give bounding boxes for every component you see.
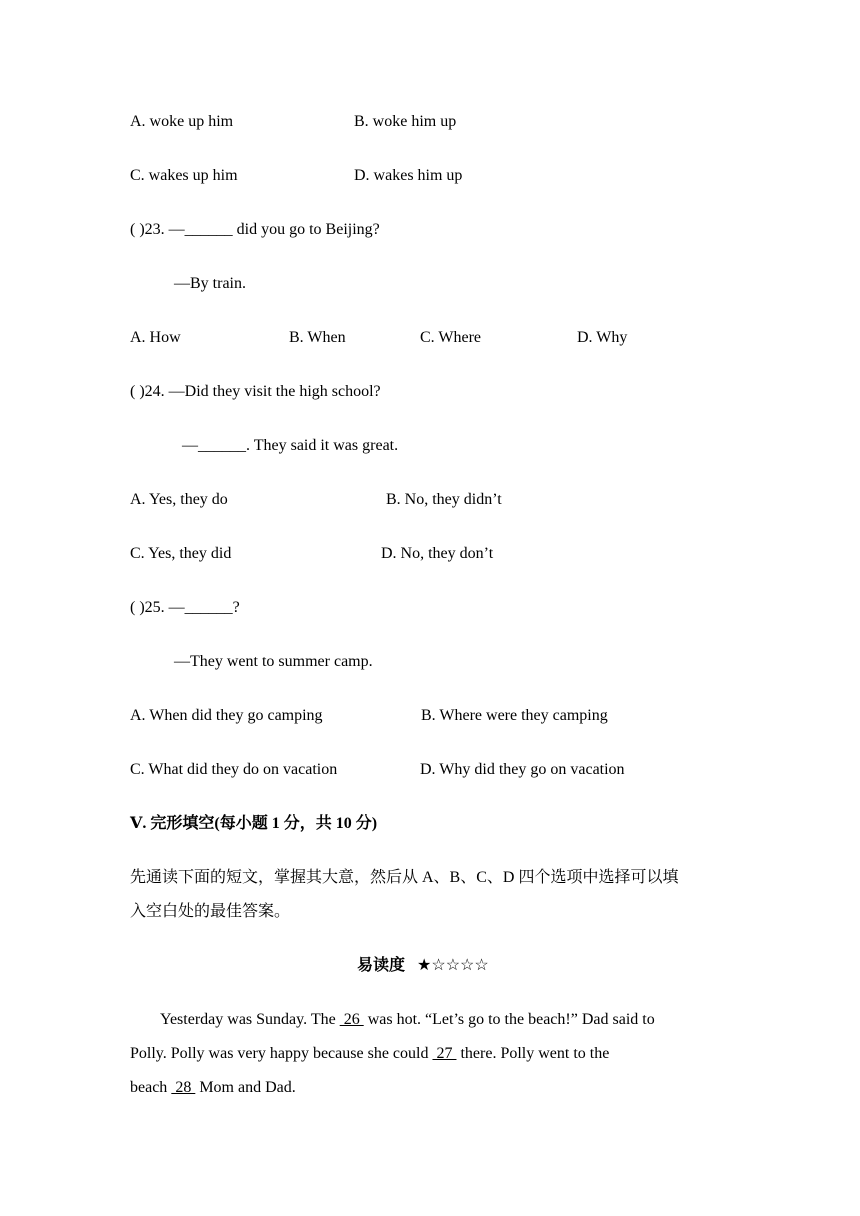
difficulty-label: 易读度 [357,957,406,974]
q25-option-a: A. When did they go camping [130,707,323,724]
passage-line-2 [130,1044,609,1064]
q24-option-c: C. Yes, they did [130,545,232,562]
difficulty-stars: ★☆☆☆☆ [417,957,489,974]
q22-option-b: B. woke him up [354,113,457,130]
q22-option-d: D. wakes him up [354,167,463,184]
difficulty-rating [357,956,489,976]
q24-answer-line: —______. They said it was great. [182,437,399,454]
q23-option-b: B. When [289,329,346,346]
q24-stem: ( )24. —Did they visit the high school? [130,383,381,400]
instruction-line-1: 先通读下面的短文，掌握其大意，然后从 A、B、C、D 四个选项中选择可以填 [130,869,679,886]
q22-option-a: A. woke up him [130,113,234,130]
q23-stem: ( )23. —______ did you go to Beijing? [130,221,380,238]
q24-option-d: D. No, they don’t [381,545,494,562]
q22-option-c: C. wakes up him [130,167,238,184]
q25-option-b: B. Where were they camping [421,707,608,724]
passage-text: Yesterday was Sunday. The [160,1011,340,1028]
q25-answer-line: —They went to summer camp. [174,653,373,670]
passage-text: Polly. Polly was very happy because she could [130,1045,433,1062]
q25-stem: ( )25. —______? [130,599,240,616]
instruction-line-2: 入空白处的最佳答案。 [130,903,291,920]
passage-text: Mom and Dad. [195,1079,296,1096]
passage-text: beach [130,1079,172,1096]
q25-option-d: D. Why did they go on vacation [420,761,625,778]
q23-option-d: D. Why [577,329,628,346]
q24-option-b: B. No, they didn’t [386,491,502,508]
q25-option-c: C. What did they do on vacation [130,761,338,778]
q23-option-a: A. How [130,329,181,346]
blank-26: 26 [339,1011,364,1028]
q23-answer-line: —By train. [174,275,246,292]
passage-line-3 [130,1078,296,1098]
q23-option-c: C. Where [420,329,482,346]
q24-option-a: A. Yes, they do [130,491,228,508]
blank-28: 28 [171,1079,196,1096]
passage-text: there. Polly went to the [456,1045,610,1062]
passage-line-1 [160,1010,655,1030]
section-heading: Ⅴ. 完形填空(每小题 1 分，共 10 分) [130,815,378,832]
blank-27: 27 [432,1045,457,1062]
passage-text: was hot. “Let’s go to the beach!” Dad said to [363,1011,655,1028]
